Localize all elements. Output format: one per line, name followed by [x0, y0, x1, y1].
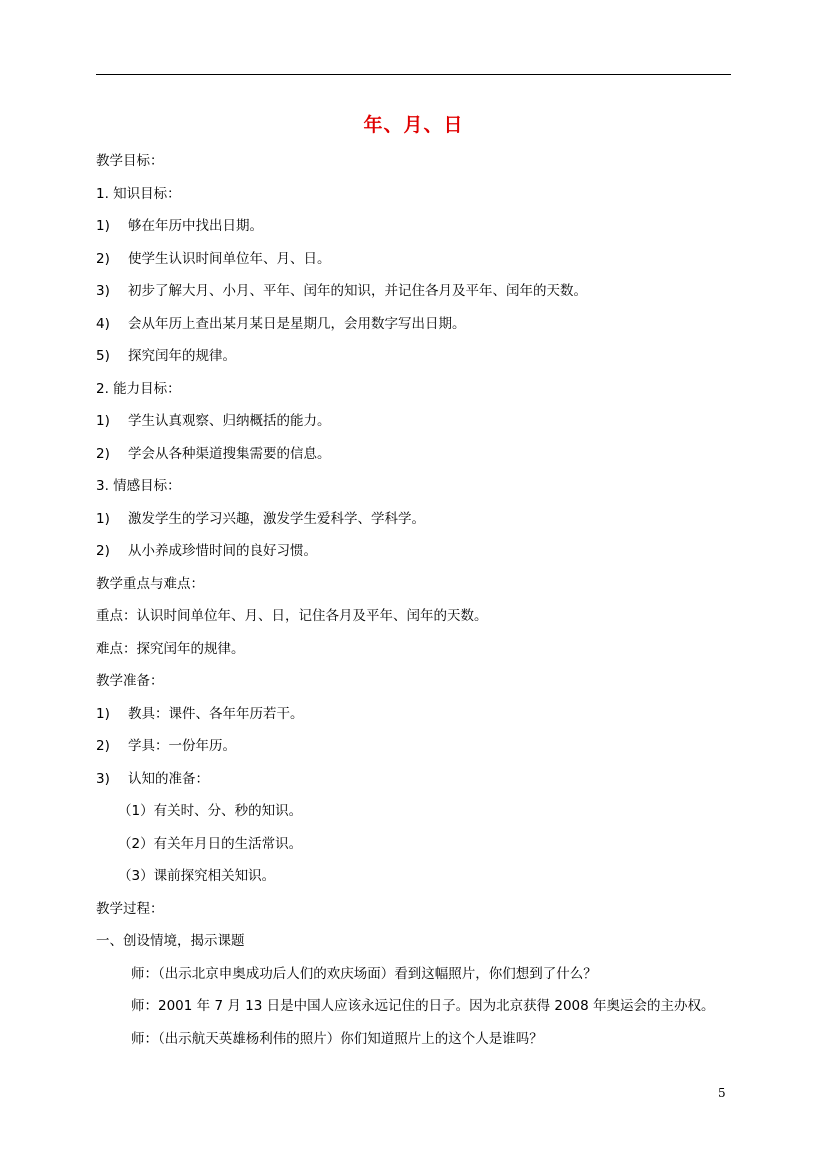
list-item: [96, 217, 263, 235]
line-text: 难点：探究闰年的规律。: [96, 641, 245, 657]
list-item: [96, 315, 466, 333]
list-item: [96, 412, 331, 430]
list-number: 5): [96, 348, 110, 364]
line-difficulty: [96, 640, 245, 658]
list-item: [96, 770, 209, 788]
dialogue-line: 师：2001 年 7 月 13 日是中国人应该永远记住的日子。因为北京获得 2008 年奥运会的主办权。: [131, 998, 715, 1014]
line-key-points-heading: [96, 575, 204, 593]
list-item: [96, 542, 317, 560]
line-text: 初步了解大月、小月、平年、闰年的知识，并记住各月及平年、闰年的天数。: [128, 283, 587, 299]
dialogue-line: 师：（出示北京申奥成功后人们的欢庆场面）看到这幅照片，你们想到了什么？: [131, 966, 597, 982]
page-title: 年、月、日: [363, 114, 464, 136]
list-item: [96, 250, 331, 268]
line-objectives: [96, 152, 164, 170]
line-text: 教学重点与难点：: [96, 576, 204, 592]
line-knowledge-goal: [96, 185, 181, 203]
line-text: 激发学生的学习兴趣，激发学生爱科学、学科学。: [128, 511, 425, 527]
sub-list-item: （1）有关时、分、秒的知识。: [118, 803, 303, 819]
line-text: 够在年历中找出日期。: [128, 218, 263, 234]
line-text: 1. 知识目标：: [96, 186, 181, 202]
list-number: 3): [96, 771, 110, 787]
line-text: 3. 情感目标：: [96, 478, 181, 494]
line-emotion-goal: [96, 477, 181, 495]
section-heading: 一、创设情境，揭示课题: [96, 933, 245, 949]
line-text: 学生认真观察、归纳概括的能力。: [128, 413, 331, 429]
line-text: 教学目标：: [96, 153, 164, 169]
line-ability-goal: [96, 380, 181, 398]
line-text: 学会从各种渠道搜集需要的信息。: [128, 446, 331, 462]
process-heading: 教学过程：: [96, 901, 164, 917]
line-text: 教具：课件、各年年历若干。: [128, 706, 304, 722]
list-item: [96, 705, 304, 723]
page-number: 5: [718, 1086, 726, 1100]
list-number: 3): [96, 283, 110, 299]
list-item: [96, 510, 425, 528]
list-number: 4): [96, 316, 110, 332]
line-preparation-heading: [96, 672, 164, 690]
list-number: 2): [96, 543, 110, 559]
list-number: 1): [96, 511, 110, 527]
header-rule: [96, 74, 731, 75]
line-text: 2. 能力目标：: [96, 381, 181, 397]
sub-list-item: （2）有关年月日的生活常识。: [118, 836, 303, 852]
list-item: [96, 282, 587, 300]
line-text: 教学准备：: [96, 673, 164, 689]
list-number: 2): [96, 738, 110, 754]
line-text: 从小养成珍惜时间的良好习惯。: [128, 543, 317, 559]
line-key-point: [96, 607, 488, 625]
list-number: 1): [96, 413, 110, 429]
line-text: 学具：一份年历。: [128, 738, 236, 754]
sub-list-item: （3）课前探究相关知识。: [118, 868, 276, 884]
line-text: 会从年历上查出某月某日是星期几，会用数字写出日期。: [128, 316, 466, 332]
list-number: 2): [96, 251, 110, 267]
list-item: [96, 737, 236, 755]
list-number: 2): [96, 446, 110, 462]
line-text: 探究闰年的规律。: [128, 348, 236, 364]
list-item: [96, 347, 236, 365]
line-text: 认知的准备：: [128, 771, 209, 787]
dialogue-line: 师：（出示航天英雄杨利伟的照片）你们知道照片上的这个人是谁吗？: [131, 1031, 543, 1047]
line-text: 重点：认识时间单位年、月、日，记住各月及平年、闰年的天数。: [96, 608, 488, 624]
line-text: 使学生认识时间单位年、月、日。: [128, 251, 331, 267]
list-number: 1): [96, 218, 110, 234]
list-number: 1): [96, 706, 110, 722]
list-item: [96, 445, 331, 463]
